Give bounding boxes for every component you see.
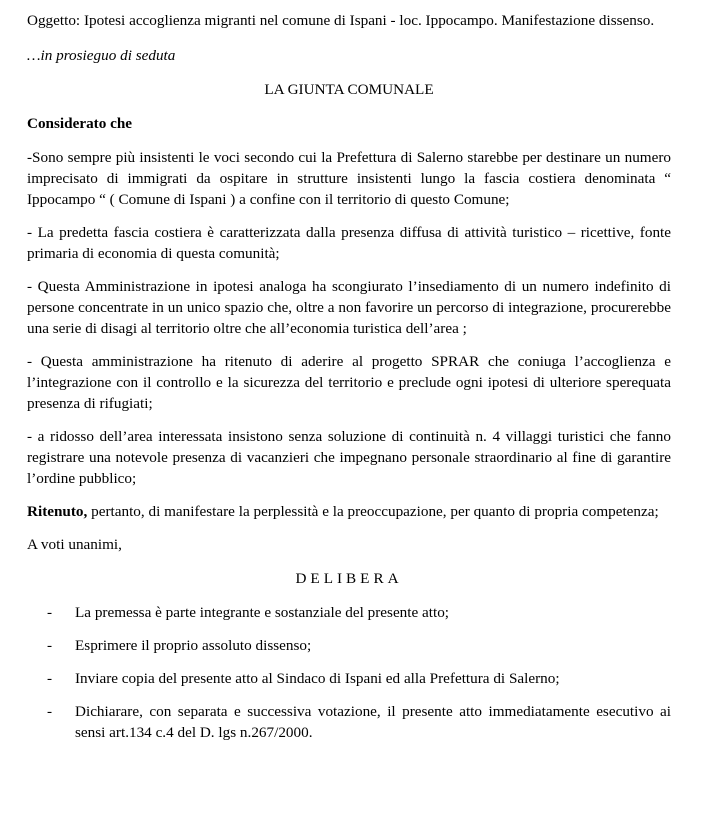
list-item [27,635,671,656]
consideration-paragraph: - Questa amministrazione ha ritenuto di aderire al progetto SPRAR che coniuga l’accoglienza e l’integrazione con il controllo e la sicurezza del territorio e preclude ogni ipotesi di ulteriore sperequata presenza di rifugiati; [27,353,671,412]
deliberation-list [27,602,671,743]
consideration-paragraph: - a ridosso dell’area interessata insistono senza soluzione di continuità n. 4 villaggi turistici che fanno registrare una notevole presenza di vacanzieri che impegnano personale straordinario al fine di garantire l’ordine pubblico; [27,428,671,487]
deliberation-text: Dichiarare, con separata e successiva votazione, il presente atto immediatamente esecutivo ai sensi art.134 c.4 del D. lgs n.267/2000. [75,703,671,741]
vote-line: A voti unanimi, [27,536,122,553]
consideration-paragraph: -Sono sempre più insistenti le voci secondo cui la Prefettura di Salerno starebbe per destinare un numero imprecisato di immigrati da ospitare in strutture insistenti lungo la fascia costiera denominata “ Ippocampo “ ( Comune di Ispani ) a confine con il territorio di questo Comune; [27,149,671,208]
ritenuto-text: pertanto, di manifestare la perplessità e la preoccupazione, per quanto di propria competenza; [87,503,659,520]
subject-line: Oggetto: Ipotesi accoglienza migranti nel comune di Ispani - loc. Ippocampo. Manifestazione dissenso. [27,12,655,29]
ritenuto-paragraph [27,501,671,522]
list-item [27,668,671,689]
session-note: …in prosieguo di seduta [27,47,176,64]
bullet-dash: - [47,670,53,687]
ritenuto-lead: Ritenuto, [27,503,88,520]
deliberation-text: Esprimere il proprio assoluto dissenso; [75,637,312,654]
deliberation-text: La premessa è parte integrante e sostanziale del presente atto; [75,604,450,621]
delibera-heading: DELIBERA [295,570,403,587]
consideration-paragraph: - Questa Amministrazione in ipotesi analoga ha scongiurato l’insediamento di un numero indefinito di persone concentrate in un unico spazio che, oltre a non favorire un percorso di integrazione, procurerebbe una serie di disagi al territorio oltre che all’economia turistica dell’area ; [27,278,671,337]
bullet-dash: - [47,637,53,654]
list-item [27,701,671,743]
consideration-paragraph: - La predetta fascia costiera è caratterizzata dalla presenza diffusa di attività turistico – ricettive, fonte primaria di economia di questa comunità; [27,224,671,262]
deliberation-text: Inviare copia del presente atto al Sindaco di Ispani ed alla Prefettura di Salerno; [75,670,560,687]
document-page [27,10,671,755]
list-item [27,602,671,623]
bullet-dash: - [47,604,53,621]
considerato-heading: Considerato che [27,115,133,132]
bullet-dash: - [47,703,53,720]
document-title: LA GIUNTA COMUNALE [264,81,434,98]
